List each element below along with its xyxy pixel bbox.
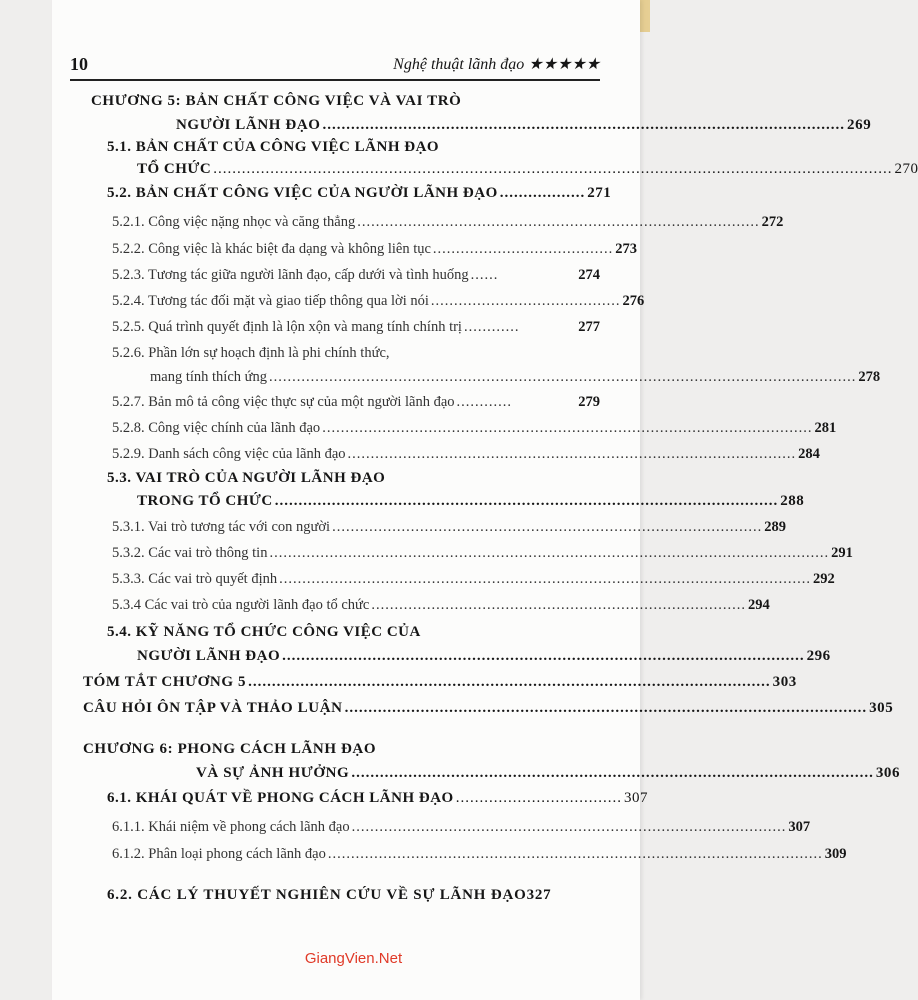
toc-section-6-2	[107, 884, 551, 906]
toc-subsection-5-3-2: 5.3.2. Các vai trò thông tin ......................................................................................................................... 291	[112, 542, 600, 564]
toc-entry-page: 327	[526, 887, 552, 903]
toc-entry-title: 5.2.9. Danh sách công việc của lãnh đạo	[112, 446, 346, 462]
toc-entry-page: 278	[858, 369, 881, 385]
running-title: Nghệ thuật lãnh đạo ★★★★★	[393, 56, 600, 73]
toc-entry-page: 294	[747, 597, 770, 613]
toc-section-6-1: 6.1. KHÁI QUÁT VỀ PHONG CÁCH LÃNH ĐẠO ................................... 307	[107, 787, 600, 809]
toc-entry-page: 269	[847, 117, 872, 133]
toc-section-5-1-line1: 5.1. BẢN CHẤT CỦA CÔNG VIỆC LÃNH ĐẠO	[107, 139, 440, 155]
toc-entry-page: 296	[806, 648, 831, 664]
toc-subsection-6-1-2: 6.1.2. Phân loại phong cách lãnh đạo ........................................................................................................... 309	[112, 843, 600, 865]
toc-entry-title: 5.2.4. Tương tác đối mặt và giao tiếp thông qua lời nói	[112, 293, 429, 309]
toc-entry-title: 5.2.1. Công việc nặng nhọc và căng thẳng	[112, 214, 356, 230]
toc-entry-page: 307	[623, 790, 648, 806]
toc-entry-page: 270	[894, 161, 918, 177]
watermark: GiangVien.Net	[304, 950, 403, 967]
toc-subsection-5-2-5: 5.2.5. Quá trình quyết định là lộn xộn và mang tính chính trị ............ 277	[112, 316, 600, 338]
toc-entry-page: 281	[814, 420, 837, 436]
toc-entry-title: CÂU HỎI ÔN TẬP VÀ THẢO LUẬN	[83, 700, 343, 716]
toc-section-5-3: TRONG TỔ CHỨC .......................................................................................................... 288	[137, 490, 600, 512]
toc-chapter-5-summary: TÓM TẮT CHƯƠNG 5 .............................................................................................................. 303	[83, 671, 600, 693]
toc-chapter-5: NGƯỜI LÃNH ĐẠO .............................................................................................................. 269	[176, 114, 600, 136]
toc-entry-page: 273	[615, 241, 638, 257]
toc-entry-page: 276	[622, 293, 645, 309]
toc-chapter-6-line1: CHƯƠNG 6: PHONG CÁCH LÃNH ĐẠO	[83, 741, 377, 757]
toc-entry-title: 5.3.3. Các vai trò quyết định	[112, 571, 278, 587]
toc-entry-title: 5.3.2. Các vai trò thông tin	[112, 545, 268, 561]
toc-chapter-5-line1: CHƯƠNG 5: BẢN CHẤT CÔNG VIỆC VÀ VAI TRÒ	[91, 93, 462, 109]
toc-section-5-3-line1: 5.3. VAI TRÒ CỦA NGƯỜI LÃNH ĐẠO	[107, 470, 386, 486]
toc-entry-title: 5.2.3. Tương tác giữa người lãnh đạo, cấp dưới và tình huống	[112, 267, 469, 283]
page-number: 10	[70, 54, 88, 74]
toc-entry-page: 291	[831, 545, 853, 561]
toc-entry-page: 306	[875, 765, 901, 781]
toc-entry-title: 5.2.8. Công việc chính của lãnh đạo	[112, 420, 321, 436]
toc-entry-title: VÀ SỰ ẢNH HƯỞNG	[196, 765, 350, 781]
toc-entry-title: 5.3.4 Các vai trò của người lãnh đạo tổ chức	[112, 597, 370, 613]
toc-entry-title: 5.2.2. Công việc là khác biệt đa dạng và không liên tục	[112, 241, 431, 257]
toc-entry-page: 305	[869, 700, 894, 716]
toc-entry-page: 277	[578, 319, 600, 335]
toc-subsection-6-1-1: 6.1.1. Khái niệm về phong cách lãnh đạo .............................................................................................. 307	[112, 816, 600, 838]
toc-entry-title: TỔ CHỨC	[137, 161, 212, 177]
toc-entry-title: NGƯỜI LÃNH ĐẠO	[137, 648, 281, 664]
toc-entry-page: 307	[788, 819, 811, 835]
toc-entry-title: 5.3.1. Vai trò tương tác với con người	[112, 519, 331, 535]
toc-subsection-5-2-6: mang tính thích ứng ............................................................................................................................... 278	[150, 366, 600, 388]
toc-entry-title: mang tính thích ứng	[150, 369, 267, 385]
toc-section-5-4-line1: 5.4. KỸ NĂNG TỔ CHỨC CÔNG VIỆC CỦA	[107, 624, 421, 640]
toc-subsection-5-2-4: 5.2.4. Tương tác đối mặt và giao tiếp thông qua lời nói ......................................... 276	[112, 290, 600, 312]
toc-entry-title: 5.2.7. Bản mô tả công việc thực sự của một người lãnh đạo	[112, 394, 455, 410]
toc-subsection-5-2-3: 5.2.3. Tương tác giữa người lãnh đạo, cấp dưới và tình huống ...... 274	[112, 264, 600, 286]
toc-entry-page: 279	[578, 394, 600, 410]
toc-entry-page: 271	[587, 185, 612, 201]
toc-subsection-5-3-1: 5.3.1. Vai trò tương tác với con người ............................................................................................. 289	[112, 516, 600, 538]
toc-subsection-5-2-9: 5.2.9. Danh sách công việc của lãnh đạo ................................................................................................. 284	[112, 443, 600, 465]
toc-section-5-4: NGƯỜI LÃNH ĐẠO .............................................................................................................. 296	[137, 645, 600, 667]
toc-subsection-5-2-7: 5.2.7. Bản mô tả công việc thực sự của một người lãnh đạo ............ 279	[112, 391, 600, 413]
toc-entry-title: NGƯỜI LÃNH ĐẠO	[176, 117, 321, 133]
toc-entry-title: 6.1.2. Phân loại phong cách lãnh đạo	[112, 846, 326, 862]
toc-entry-page: 284	[798, 446, 820, 462]
toc-entry-title: 5.2. BẢN CHẤT CÔNG VIỆC CỦA NGƯỜI LÃNH ĐẠO	[107, 185, 498, 201]
toc-subsection-5-3-3: 5.3.3. Các vai trò quyết định ................................................................................................................... 292	[112, 568, 600, 590]
page-header	[70, 52, 600, 78]
toc-entry-page: 272	[761, 214, 784, 230]
toc-subsection-5-2-8: 5.2.8. Công việc chính của lãnh đạo .......................................................................................................... 281	[112, 417, 600, 439]
toc-entry-title: 5.2.5. Quá trình quyết định là lộn xộn và mang tính chính trị	[112, 319, 462, 335]
toc-entry-title: 6.2. CÁC LÝ THUYẾT NGHIÊN CỨU VỀ SỰ LÃNH ĐẠO	[107, 887, 527, 903]
toc-subsection-5-2-1: 5.2.1. Công việc nặng nhọc và căng thẳng ....................................................................................... 272	[112, 211, 600, 233]
header-rule	[70, 79, 600, 81]
toc-subsection-5-2-6-line1: 5.2.6. Phần lớn sự hoạch định là phi chính thức,	[112, 345, 390, 361]
toc-entry-title: 6.1. KHÁI QUÁT VỀ PHONG CÁCH LÃNH ĐẠO	[107, 790, 454, 806]
toc-entry-title: TÓM TẮT CHƯƠNG 5	[83, 674, 247, 690]
toc-section-5-1: TỔ CHỨC ............................................................................................................................................... 270	[137, 158, 600, 180]
toc-entry-page: 289	[764, 519, 786, 535]
toc-entry-page: 274	[578, 267, 600, 283]
toc-entry-page: 303	[772, 674, 797, 690]
toc-chapter-6: VÀ SỰ ẢNH HƯỞNG .............................................................................................................. 306	[196, 762, 600, 784]
toc-subsection-5-3-4: 5.3.4 Các vai trò của người lãnh đạo tổ chức ................................................................................. 294	[112, 594, 600, 616]
toc-chapter-5-questions: CÂU HỎI ÔN TẬP VÀ THẢO LUẬN .............................................................................................................. 305	[83, 697, 600, 719]
toc-entry-title: 6.1.1. Khái niệm về phong cách lãnh đạo	[112, 819, 350, 835]
toc-entry-page: 292	[812, 571, 835, 587]
toc-section-5-2: 5.2. BẢN CHẤT CÔNG VIỆC CỦA NGƯỜI LÃNH ĐẠO .................. 271	[107, 182, 600, 204]
toc-entry-page: 309	[824, 846, 847, 862]
toc-subsection-5-2-2: 5.2.2. Công việc là khác biệt đa dạng và không liên tục ....................................... 273	[112, 238, 600, 260]
toc-entry-page: 288	[780, 493, 805, 509]
toc-entry-title: TRONG TỔ CHỨC	[137, 493, 273, 509]
